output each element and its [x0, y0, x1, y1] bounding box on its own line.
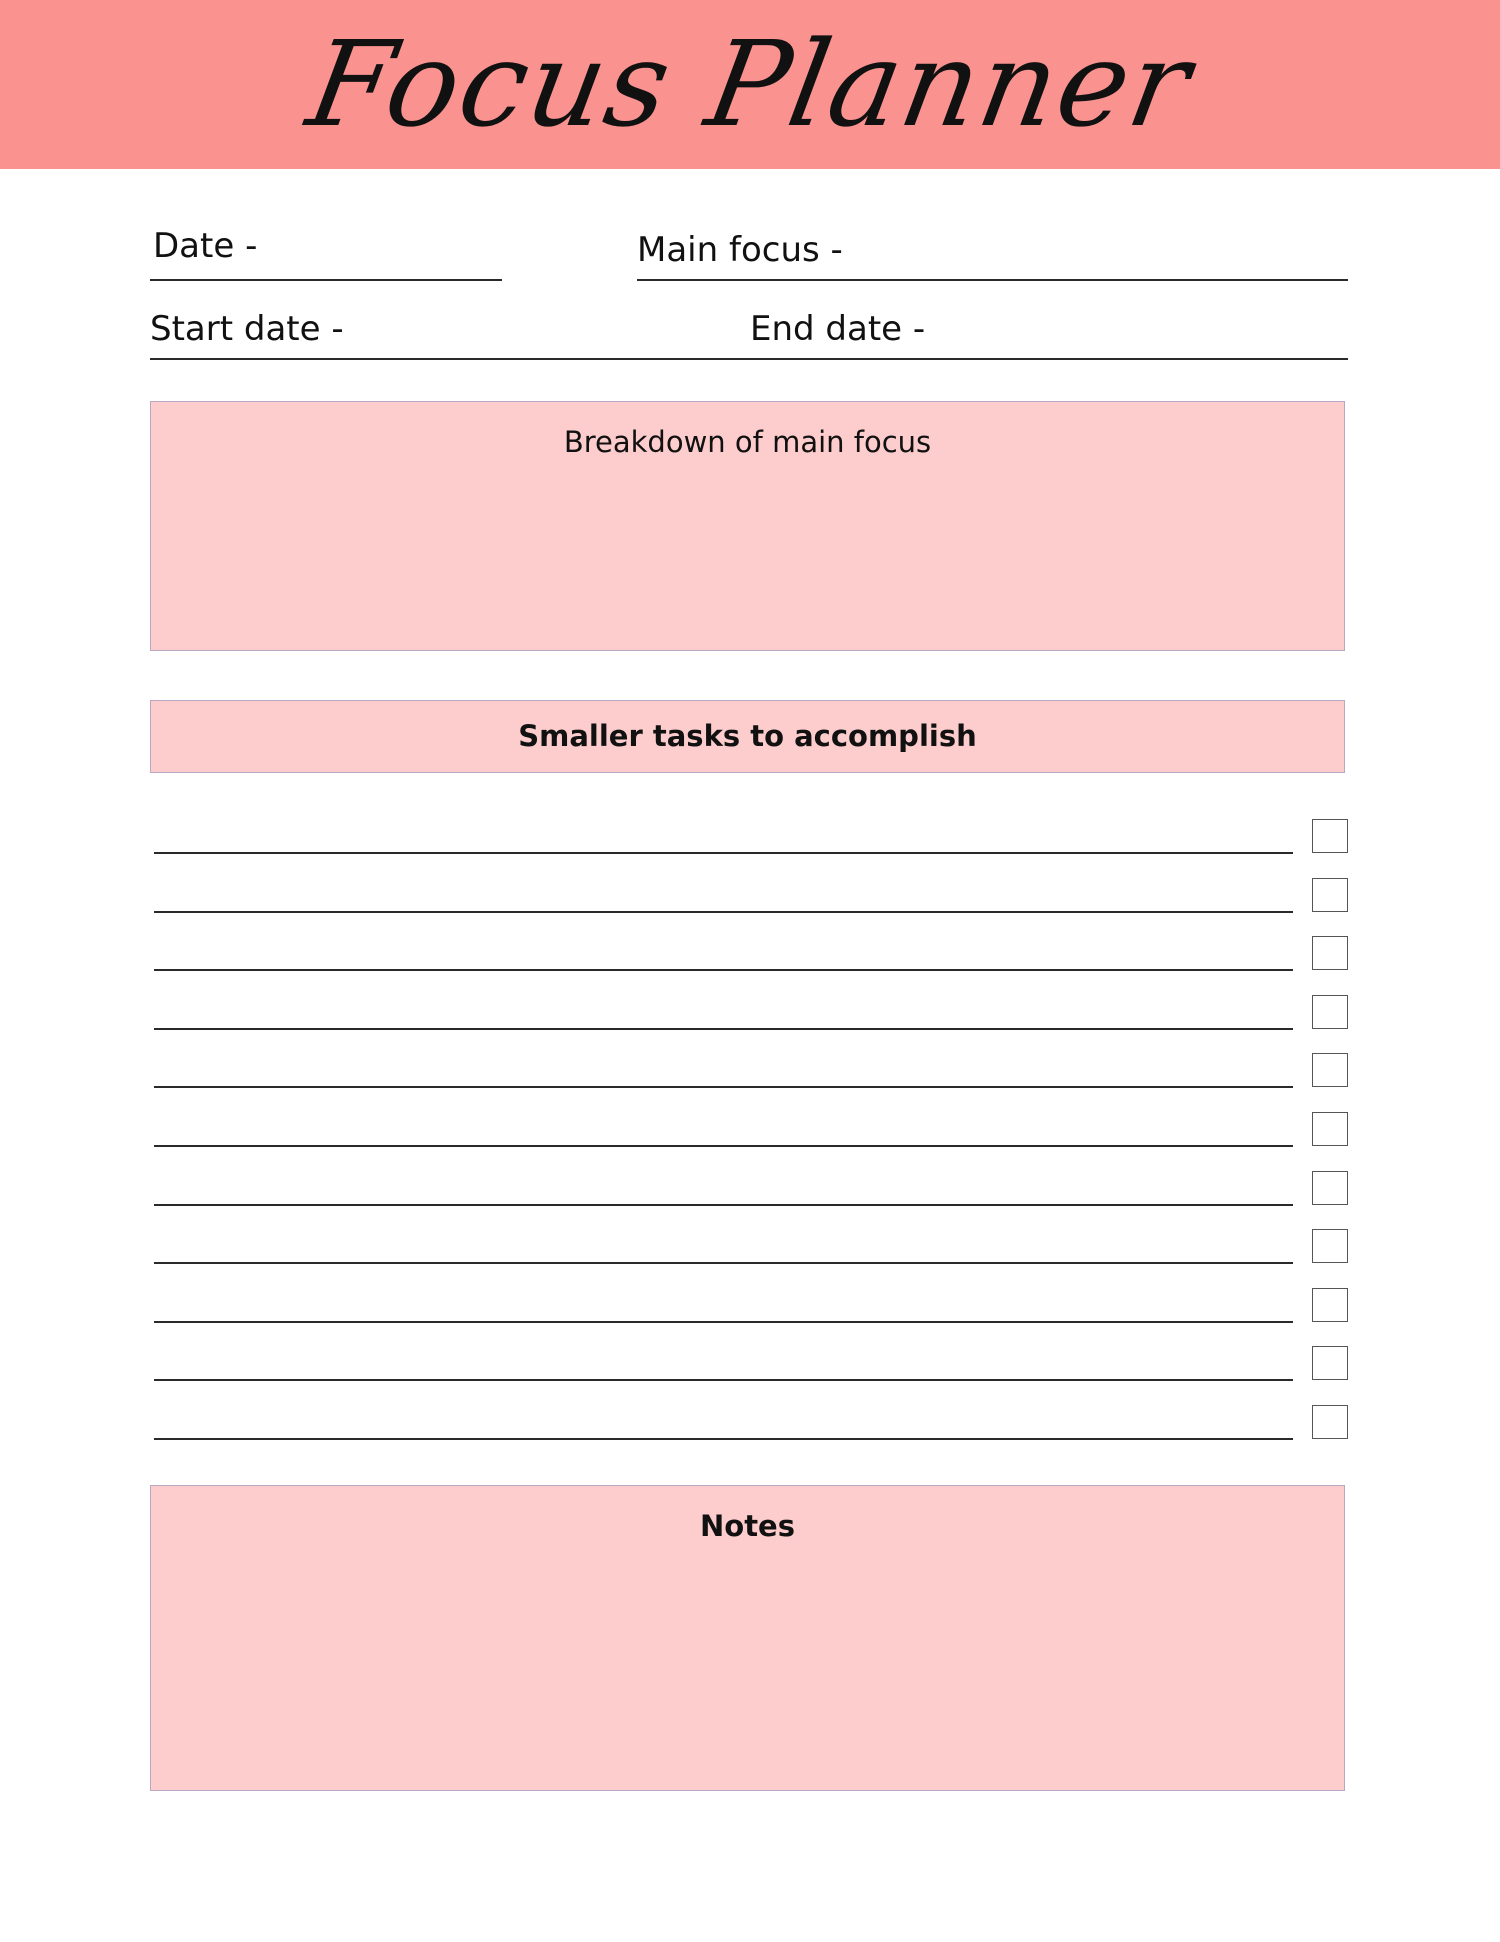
- task-line[interactable]: [154, 1204, 1293, 1206]
- start-date-label: Start date -: [150, 309, 344, 349]
- main-focus-label: Main focus -: [637, 230, 843, 270]
- date-label: Date -: [153, 226, 258, 266]
- date-field[interactable]: [150, 279, 502, 281]
- task-line[interactable]: [154, 1262, 1293, 1264]
- task-row: [0, 995, 1500, 1054]
- task-row: [0, 1288, 1500, 1347]
- task-checkbox[interactable]: [1312, 1288, 1348, 1322]
- task-row: [0, 1229, 1500, 1288]
- end-date-label: End date -: [750, 309, 926, 349]
- task-line[interactable]: [154, 1145, 1293, 1147]
- task-checkbox[interactable]: [1312, 1346, 1348, 1380]
- notes-box[interactable]: [150, 1485, 1345, 1791]
- task-checkbox[interactable]: [1312, 1405, 1348, 1439]
- task-checkbox[interactable]: [1312, 819, 1348, 853]
- task-row: [0, 1346, 1500, 1405]
- task-checkbox[interactable]: [1312, 995, 1348, 1029]
- task-row: [0, 1405, 1500, 1464]
- task-checkbox[interactable]: [1312, 1053, 1348, 1087]
- task-line[interactable]: [154, 1086, 1293, 1088]
- page-title: Focus Planner: [298, 15, 1202, 153]
- task-checkbox[interactable]: [1312, 1112, 1348, 1146]
- task-row: [0, 1112, 1500, 1171]
- task-row: [0, 936, 1500, 995]
- tasks-header: [150, 700, 1345, 773]
- task-line[interactable]: [154, 1321, 1293, 1323]
- task-row: [0, 819, 1500, 878]
- date-range-field[interactable]: [150, 358, 1348, 360]
- task-line[interactable]: [154, 1438, 1293, 1440]
- task-checkbox[interactable]: [1312, 1171, 1348, 1205]
- task-row: [0, 1171, 1500, 1230]
- task-line[interactable]: [154, 852, 1293, 854]
- breakdown-title: Breakdown of main focus: [563, 425, 932, 459]
- header-banner: [0, 0, 1500, 169]
- notes-title: Notes: [700, 1509, 795, 1543]
- task-line[interactable]: [154, 1379, 1293, 1381]
- main-focus-field[interactable]: [637, 279, 1348, 281]
- task-line[interactable]: [154, 1028, 1293, 1030]
- task-checkbox[interactable]: [1312, 936, 1348, 970]
- task-row: [0, 1053, 1500, 1112]
- breakdown-box[interactable]: [150, 401, 1345, 651]
- task-checkbox[interactable]: [1312, 878, 1348, 912]
- task-line[interactable]: [154, 969, 1293, 971]
- tasks-title: Smaller tasks to accomplish: [518, 719, 977, 753]
- task-checkbox[interactable]: [1312, 1229, 1348, 1263]
- task-row: [0, 878, 1500, 937]
- task-line[interactable]: [154, 911, 1293, 913]
